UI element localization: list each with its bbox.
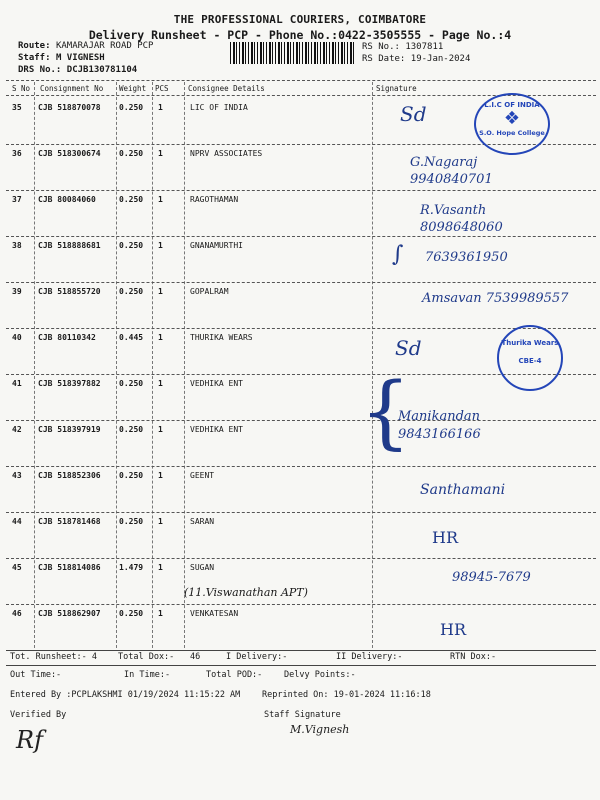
staff-line: Staff: M VIGNESH bbox=[18, 53, 105, 63]
company-title: THE PROFESSIONAL COURIERS, COIMBATORE bbox=[173, 13, 427, 26]
col-sno: S No bbox=[12, 84, 31, 93]
row-consignee: SUGAN bbox=[190, 563, 215, 572]
row-sno: 39 bbox=[12, 287, 22, 296]
row-sno: 38 bbox=[12, 241, 22, 250]
total-dox-label: Total Dox:- bbox=[118, 652, 175, 662]
row-sno: 42 bbox=[12, 425, 22, 434]
tot-runsheet: Tot. Runsheet:- 4 bbox=[10, 652, 97, 662]
row-pcs: 1 bbox=[158, 333, 163, 342]
scribble-signature: ∫ bbox=[392, 242, 404, 267]
row-consignment: CJB 518852306 bbox=[38, 471, 101, 480]
col-consignee: Consignee Details bbox=[188, 84, 265, 93]
row-weight: 0.250 bbox=[119, 103, 144, 112]
row-sno: 44 bbox=[12, 517, 22, 526]
row-consignee: RAGOTHAMAN bbox=[190, 195, 239, 204]
entered-by: Entered By :PCPLAKSHMI 01/19/2024 11:15:22 AM bbox=[10, 690, 241, 700]
row-divider bbox=[6, 282, 596, 283]
lic-emblem-icon: ❖ bbox=[503, 108, 521, 129]
row-consignee: NPRV ASSOCIATES bbox=[190, 149, 263, 158]
table-row bbox=[0, 606, 600, 651]
verifier-signature: Rf bbox=[16, 726, 43, 754]
row-divider bbox=[6, 328, 596, 329]
lic-stamp-branch: S.O. Hope College bbox=[479, 129, 545, 137]
row-sno: 41 bbox=[12, 379, 22, 388]
row-divider bbox=[6, 466, 596, 467]
row-consignment: CJB 518862907 bbox=[38, 609, 101, 618]
row-pcs: 1 bbox=[158, 103, 163, 112]
row-consignment: CJB 518888681 bbox=[38, 241, 101, 250]
address-annotation: (11.Viswanathan APT) bbox=[184, 586, 308, 599]
row-consignee: GEENT bbox=[190, 471, 215, 480]
row-weight: 0.250 bbox=[119, 471, 144, 480]
footer-divider bbox=[6, 650, 596, 651]
row-weight: 0.445 bbox=[119, 333, 144, 342]
row-weight: 0.250 bbox=[119, 379, 144, 388]
row-consignee: VEDHIKA ENT bbox=[190, 379, 243, 388]
footer-divider bbox=[6, 665, 596, 666]
row-pcs: 1 bbox=[158, 471, 163, 480]
row-signature: Amsavan 7539989557 bbox=[422, 291, 569, 306]
staff-signature-label: Staff Signature bbox=[264, 710, 341, 720]
row-weight: 0.250 bbox=[119, 195, 144, 204]
thurika-stamp-text: Thurika Wears bbox=[501, 339, 559, 347]
row-consignment: CJB 80084060 bbox=[38, 195, 96, 204]
ii-delivery: II Delivery:- bbox=[336, 652, 403, 662]
table-row bbox=[0, 192, 600, 237]
table-row bbox=[0, 468, 600, 513]
row-signature: G.Nagaraj 9940840701 bbox=[410, 155, 493, 187]
row-pcs: 1 bbox=[158, 425, 163, 434]
row-consignee: VENKATESAN bbox=[190, 609, 239, 618]
row-signature: 7639361950 bbox=[425, 250, 508, 265]
row-signature: 98945-7679 bbox=[452, 570, 531, 585]
row-divider bbox=[6, 190, 596, 191]
thurika-stamp-area: CBE-4 bbox=[518, 357, 542, 365]
row-consignment: CJB 518870078 bbox=[38, 103, 101, 112]
row-consignment: CJB 518397919 bbox=[38, 425, 101, 434]
rs-date: RS Date: 19-Jan-2024 bbox=[362, 54, 471, 64]
brace-mark: { bbox=[360, 365, 411, 458]
row-sno: 46 bbox=[12, 609, 22, 618]
table-row bbox=[0, 409, 600, 467]
row-pcs: 1 bbox=[158, 379, 163, 388]
row-signature: Sd bbox=[395, 336, 422, 360]
in-time: In Time:- bbox=[124, 670, 171, 680]
row-divider bbox=[6, 236, 596, 237]
row-consignee: THURIKA WEARS bbox=[190, 333, 253, 342]
row-weight: 0.250 bbox=[119, 425, 144, 434]
row-pcs: 1 bbox=[158, 195, 163, 204]
row-signature: Santhamani bbox=[420, 482, 506, 498]
row-weight: 0.250 bbox=[119, 609, 144, 618]
staff-signature: M.Vignesh bbox=[290, 723, 350, 736]
row-consignment: CJB 518397882 bbox=[38, 379, 101, 388]
row-signature: Sd bbox=[400, 102, 427, 126]
lic-stamp bbox=[474, 93, 550, 155]
rtn-dox: RTN Dox:- bbox=[450, 652, 497, 662]
total-pod: Total POD:- bbox=[206, 670, 263, 680]
row-sno: 40 bbox=[12, 333, 22, 342]
row-signature: R.Vasanth 8098648060 bbox=[420, 203, 503, 235]
row-pcs: 1 bbox=[158, 563, 163, 572]
row-consignee: SARAN bbox=[190, 517, 215, 526]
barcode bbox=[230, 42, 355, 64]
row-pcs: 1 bbox=[158, 241, 163, 250]
row-divider bbox=[6, 604, 596, 605]
col-signature: Signature bbox=[376, 84, 417, 93]
row-consignment: CJB 518855720 bbox=[38, 287, 101, 296]
row-weight: 1.479 bbox=[119, 563, 144, 572]
table-row bbox=[0, 560, 600, 605]
col-pcs: PCS bbox=[155, 84, 169, 93]
runsheet-subtitle: Delivery Runsheet - PCP - Phone No.:0422-3505555 - Page No.:4 bbox=[88, 28, 512, 42]
drs-line: DRS No.: DCJB130781104 bbox=[18, 65, 138, 75]
table-row bbox=[0, 284, 600, 329]
row-consignee: GOPALRAM bbox=[190, 287, 229, 296]
row-sno: 45 bbox=[12, 563, 22, 572]
row-sno: 36 bbox=[12, 149, 22, 158]
lic-stamp-text: L.I.C OF INDIA bbox=[484, 101, 540, 109]
row-consignment: CJB 518781468 bbox=[38, 517, 101, 526]
row-sno: 37 bbox=[12, 195, 22, 204]
table-row bbox=[0, 238, 600, 283]
row-consignment: CJB 518814086 bbox=[38, 563, 101, 572]
row-consignee: LIC OF INDIA bbox=[190, 103, 248, 112]
row-consignee: GNANAMURTHI bbox=[190, 241, 243, 250]
row-weight: 0.250 bbox=[119, 149, 144, 158]
total-dox-value: 46 bbox=[190, 652, 201, 662]
header-divider bbox=[6, 80, 596, 81]
row-consignment: CJB 518300674 bbox=[38, 149, 101, 158]
col-weight: Weight bbox=[119, 84, 147, 93]
col-consignment: Consignment No bbox=[40, 84, 104, 93]
row-sno: 35 bbox=[12, 103, 22, 112]
out-time: Out Time:- bbox=[10, 670, 62, 680]
row-pcs: 1 bbox=[158, 287, 163, 296]
rs-number: RS No.: 1307811 bbox=[362, 42, 444, 52]
row-pcs: 1 bbox=[158, 149, 163, 158]
row-weight: 0.250 bbox=[119, 287, 144, 296]
row-consignment: CJB 80110342 bbox=[38, 333, 96, 342]
row-pcs: 1 bbox=[158, 609, 163, 618]
row-weight: 0.250 bbox=[119, 241, 144, 250]
row-weight: 0.250 bbox=[119, 517, 144, 526]
row-signature: HR bbox=[440, 620, 466, 639]
row-signature: Manikandan 9843166166 bbox=[398, 409, 481, 442]
thurika-stamp bbox=[497, 325, 563, 391]
i-delivery: I Delivery:- bbox=[226, 652, 288, 662]
reprinted-on: Reprinted On: 19-01-2024 11:16:18 bbox=[262, 690, 431, 700]
delvy-points: Delvy Points:- bbox=[284, 670, 356, 680]
row-pcs: 1 bbox=[158, 517, 163, 526]
verified-by: Verified By bbox=[10, 710, 67, 720]
row-divider bbox=[6, 558, 596, 559]
route-line: Route: KAMARAJAR ROAD PCP bbox=[18, 41, 154, 51]
row-consignee: VEDHIKA ENT bbox=[190, 425, 243, 434]
row-sno: 43 bbox=[12, 471, 22, 480]
table-row bbox=[0, 514, 600, 559]
row-signature: HR bbox=[432, 528, 458, 547]
row-divider bbox=[6, 512, 596, 513]
